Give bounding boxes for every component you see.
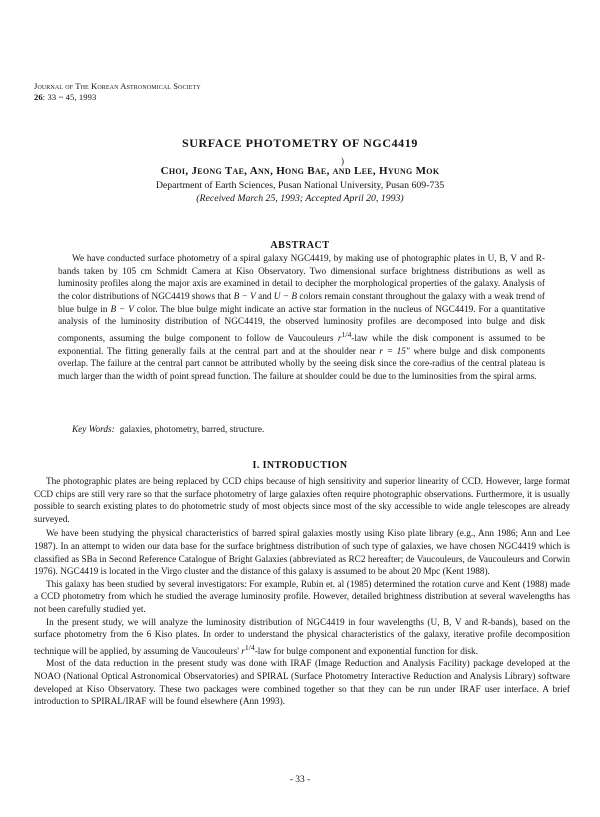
abstract-body bbox=[58, 253, 545, 384]
introduction-body bbox=[34, 476, 570, 709]
paragraph: This galaxy has been studied by several investigators: For example, Rubin et. al (1985) determined the rotation curve and Kent (1988) made a CCD photometry from which he studied the average luminosity profile. However, detailed brightness distribution at several wavelengths has not been carefully studied yet. bbox=[34, 579, 570, 615]
paragraph-text: In the present study, we will analyze the luminosity distribution of NGC4419 in four wavelengths (U, B, V and R-bands), based on the surface photometry from the 6 Kiso plates. In order to understand the physical characteristics of the galaxy, iterative profile decomposition technique will be applied, by assuming de Vaucouleurs' bbox=[34, 617, 570, 657]
paragraph: We have been studying the physical characteristics of barred spiral galaxies mostly using Kiso plate library (e.g., Ann 1986; Ann and Lee 1987). In an attempt to widen our data base for the surface brightness distribution of such type of galaxies, we have chosen NGC4419 which is classified as SBa in Second Reference Catalogue of Bright Galaxies (abbreviated as RC2 hereafter; de Vaucouleurs, de Vaucouleurs and Corwin 1976). NGC4419 is located in the Virgo cluster and the distance of this galaxy is assumed to be about 20 Mpc (Kent 1988). bbox=[34, 529, 570, 578]
math-exponent: 1/4 bbox=[244, 642, 255, 652]
math-u-b: U − B bbox=[273, 291, 298, 302]
journal-header bbox=[34, 81, 201, 102]
math-exponent: 1/4 bbox=[341, 329, 352, 339]
paragraph-text: -law for bulge component and exponential function for disk. bbox=[254, 646, 478, 657]
author-list: Choi, Jeong Tae, Ann, Hong Bae, and Lee, Hyung Mok bbox=[160, 165, 440, 177]
abstract-text: We have conducted surface photometry of a spiral galaxy NGC4419, by making use of photographic plates in U, B, V and R-bands taken by 105 cm Schmidt Camera at Kiso Observatory. Two dimensional surface brightness distributions as well as luminosity profiles along the major axis are examined in detail to decipher the morphological properties of the galaxy. Analysis of the color distributions of NGC4419 shows that bbox=[58, 254, 545, 302]
paper-title: SURFACE PHOTOMETRY OF NGC4419 bbox=[182, 136, 418, 150]
journal-volume: 26 bbox=[34, 91, 43, 102]
affiliation: Department of Earth Sciences, Pusan National University, Pusan 609-735 bbox=[155, 180, 445, 191]
abstract-text: colors remain constant throughout the galaxy with a weak trend of blue bulge in bbox=[58, 291, 546, 315]
math-r: r bbox=[337, 334, 342, 345]
abstract-heading: ABSTRACT bbox=[270, 240, 330, 251]
keywords-label: Key Words: bbox=[72, 425, 115, 435]
received-dates: (Received March 25, 1993; Accepted April 20, 1993) bbox=[196, 193, 404, 204]
math-b-v: B − V bbox=[110, 304, 134, 315]
author-mark: ) bbox=[341, 156, 344, 166]
paragraph: The photographic plates are being replaced by CCD chips because of high sensitivity and superior linearity of CCD. However, large format CCD chips are still very rare so that the surface photometry of large galaxies often require photographic observations. Furthermore, it is usually possible to search existing plates to do photometric study of most objects since most of the sky accessible to wide angle telescopes are already surveyed. bbox=[34, 477, 570, 525]
keywords-text: galaxies, photometry, barred, structure. bbox=[119, 425, 265, 435]
journal-name: Journal of The Korean Astronomical Society bbox=[34, 81, 201, 91]
abstract-text: -law while the disk component is assumed to be exponential. The fitting generally fails at the central part and at the shoulder near bbox=[58, 334, 545, 357]
abstract-text: and bbox=[255, 291, 274, 302]
abstract-text: where bulge and disk components overlap. The failure at the central part cannot be attributed wholly by the seeing disk since the core-radius of the central plateau is much larger than the width of point spread function. The failure at shoulder could be due to the luminosities from the spiral arms. bbox=[58, 346, 546, 382]
math-b-v: B − V bbox=[233, 291, 256, 302]
journal-citation bbox=[34, 92, 201, 103]
section-heading-introduction: I. INTRODUCTION bbox=[252, 460, 348, 471]
journal-pages: : 33 ~ 45, 1993 bbox=[42, 91, 97, 102]
paragraph bbox=[34, 617, 570, 659]
paragraph: Most of the data reduction in the present study was done with IRAF (Image Reduction and Analysis Facility) package developed at the NOAO (National Optical Astronomical Observatories) and SPIRAL (Surface Photometry Interactive Reduction and Analysis Library) software developed at Kiso Observatory. These two packages were combined together so that they can be run under IRAF user interface. A brief introduction to SPIRAL/IRAF will be found elsewhere (Ann 1993). bbox=[34, 659, 570, 708]
math-r-15: r = 15″ bbox=[379, 346, 410, 357]
keywords bbox=[72, 425, 264, 435]
page-number: - 33 - bbox=[289, 775, 311, 785]
math-r: r bbox=[241, 646, 245, 657]
abstract-text: color. The blue bulge might indicate an active star formation in the nucleus of NGC4419. For a quantitative analysis of the luminosity distribution of NGC4419, the observed luminosity profiles are decomposed into bulge and disk components, assuming the bulge component to follow de Vaucouleurs bbox=[58, 304, 546, 345]
